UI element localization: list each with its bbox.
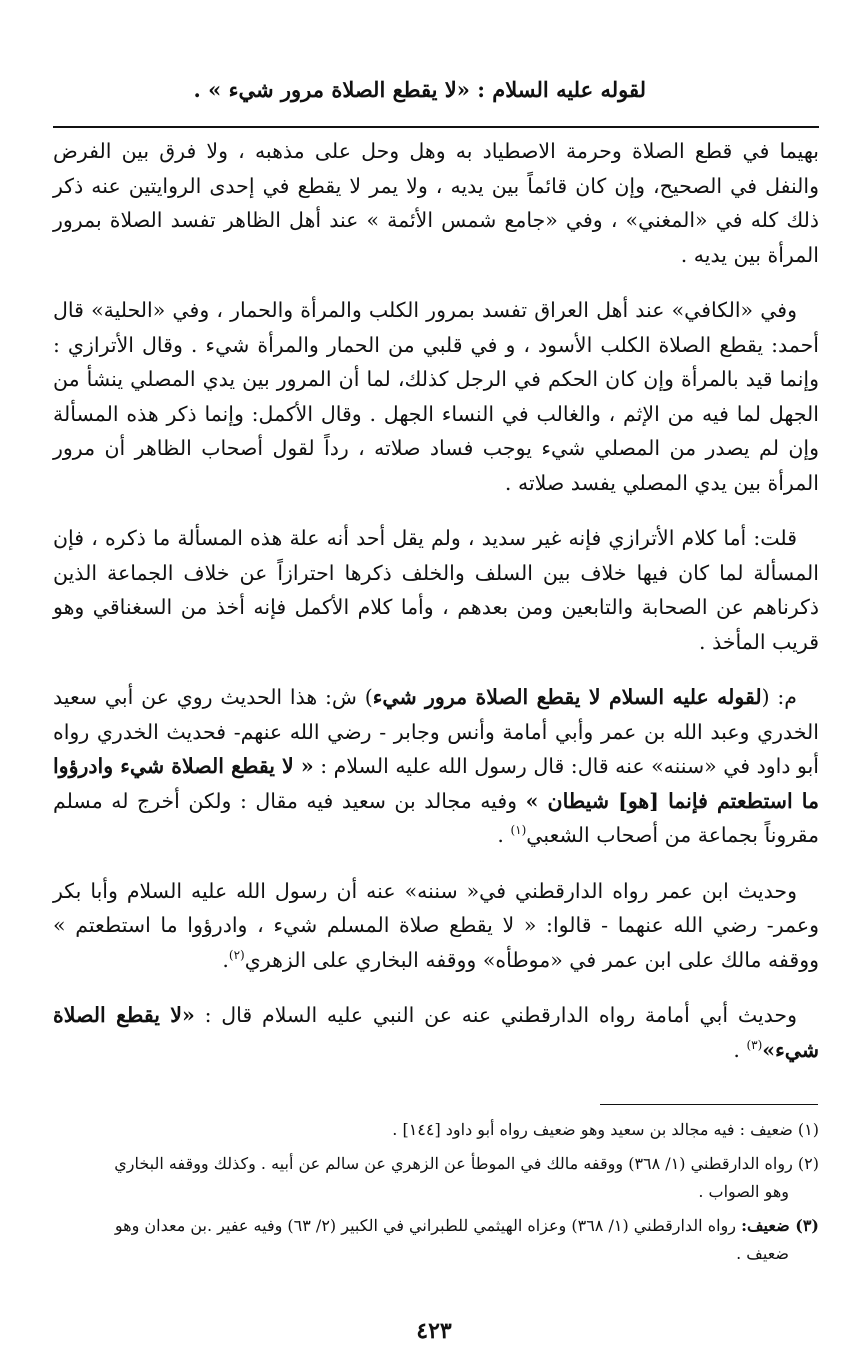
header-title: لقوله عليه السلام : «لا يقطع الصلاة مرور شيء » . [193, 77, 646, 102]
main-text [53, 134, 819, 1088]
paragraph-3: قلت: أما كلام الأترازي فإنه غير سديد ، ولم يقل أحد أنه علة هذه المسألة ما ذكره ، فإن المسألة لما كان فيها خلاف بين السلف والخلف ذكرها احترازاً عن خلاف الجماعة الذين ذكرناهم عن الصحابة والتابعين ومن بعدهم ، وأما كلام الأكمل فإنه أخذ من السغناقي وهو قريب المأخذ . [53, 526, 819, 654]
p6-end: . [733, 1037, 747, 1062]
p5-text: وحديث ابن عمر رواه الدارقطني في« سننه» عنه أن رسول الله عليه السلام وأبا بكر وعمر- رضي الله عنهما - قالوا: « لا يقطع صلاة المسلم شيء ، وادرؤوا ما استطعتم » ووقفه مالك على ابن عمر في «موطأه» ووقفه البخاري على الزهري [53, 878, 819, 972]
paragraph-1: بهيما في قطع الصلاة وحرمة الاصطياد به وهل وحل على مذهبه ، ولا فرق بين الفرض والنفل في الصحيح، وإن كان قائماً بين يديه ، ولا يمر لا يقطع في إحدى الروايتين عنه ذكر ذلك كله في «المغني» ، وفي «جامع شمس الأئمة » عند أهل الظاهر تفسد الصلاة بمرور المرأة بين يديه . [53, 139, 819, 267]
footnote-3-line2: ضعيف . [736, 1244, 789, 1263]
footnote-3 [53, 1212, 819, 1268]
footnote-2-line2: وهو الصواب . [698, 1182, 789, 1201]
p4-marker: م: ( [761, 685, 798, 709]
paragraph-4 [53, 680, 819, 853]
p4-text: ) ش: هذا الحديث روي عن أبي سعيد الخدري وعبد الله بن عمر وأبي أمامة وأنس وجابر - رضي الله عنهم- فحديث الخدري رواه أبو داود في «سننه» عنه قال: قال رسول الله عليه السلام : [53, 685, 819, 778]
p5-end: . [222, 947, 229, 972]
footnote-ref-3: (٣) [746, 1037, 763, 1052]
footnote-ref-1: (١) [510, 823, 527, 838]
footnote-3-line1: رواه الدارقطني (١/ ٣٦٨) وعزاه الهيثمي للطبراني في الكبير (٢/ ٦٣) وفيه عفير .بن معدان وهو [114, 1216, 742, 1235]
page-header [50, 74, 646, 106]
footnote-ref-2: (٢) [228, 947, 245, 962]
footnotes [53, 1116, 819, 1274]
paragraph-6 [53, 998, 819, 1067]
footnote-2 [53, 1150, 819, 1206]
p6-text: وحديث أبي أمامة رواه الدارقطني عنه عن النبي عليه السلام قال : [194, 1003, 797, 1027]
p4-end: . [497, 823, 511, 847]
page-number: ٤٢٣ [416, 1318, 452, 1344]
footnote-rule [600, 1104, 818, 1105]
footnote-3-label: (٣) ضعيف: [741, 1216, 819, 1235]
p4-text-cont: وفيه مجالد بن سعيد فيه مقال : ولكن أخرج له مسلم مقروناً بجماعة من أصحاب الشعبي [53, 788, 819, 847]
p6-hadith-quote: «لا يقطع الصلاة شيء» [53, 1003, 819, 1062]
header-rule [53, 126, 819, 128]
footnote-2-line1: (٢) رواه الدارقطني (١/ ٣٦٨) ووقفه مالك في الموطأ عن الزهري عن سالم عن أبيه . وكذلك ووقفه البخاري [114, 1154, 819, 1173]
paragraph-2: وفي «الكافي» عند أهل العراق تفسد بمرور الكلب والمرأة والحمار ، وفي «الحلية» قال أحمد: يقطع الصلاة الكلب الأسود ، و في قلبي من الحمار والمرأة شيء . وقال الأترازي : وإنما قيد بالمرأة وإن كان الحكم في الرجل كذلك، لما أن المرور بين يدي المصلي ينشأ من الجهل لما فيه من الإثم ، والغالب في النساء الجهل . وقال الأكمل: وإنما ذكر هذه المسألة وإن لم يصدر من المصلي شيء يوجب فساد صلاته ، رداً لقول أصحاب الظاهر أن مرور المرأة بين يدي المصلي يفسد صلاته . [53, 298, 819, 495]
p4-quote-heading: لقوله عليه السلام لا يقطع الصلاة مرور شيء [372, 685, 762, 709]
paragraph-5 [53, 874, 819, 978]
p4-hadith-quote: « لا يقطع الصلاة شيء وادرؤوا ما استطعتم فإنما [هو] شيطان » [52, 754, 819, 813]
footnote-1: (١) ضعيف : فيه مجالد بن سعيد وهو ضعيف رواه أبو داود [١٤٤] . [392, 1120, 819, 1139]
